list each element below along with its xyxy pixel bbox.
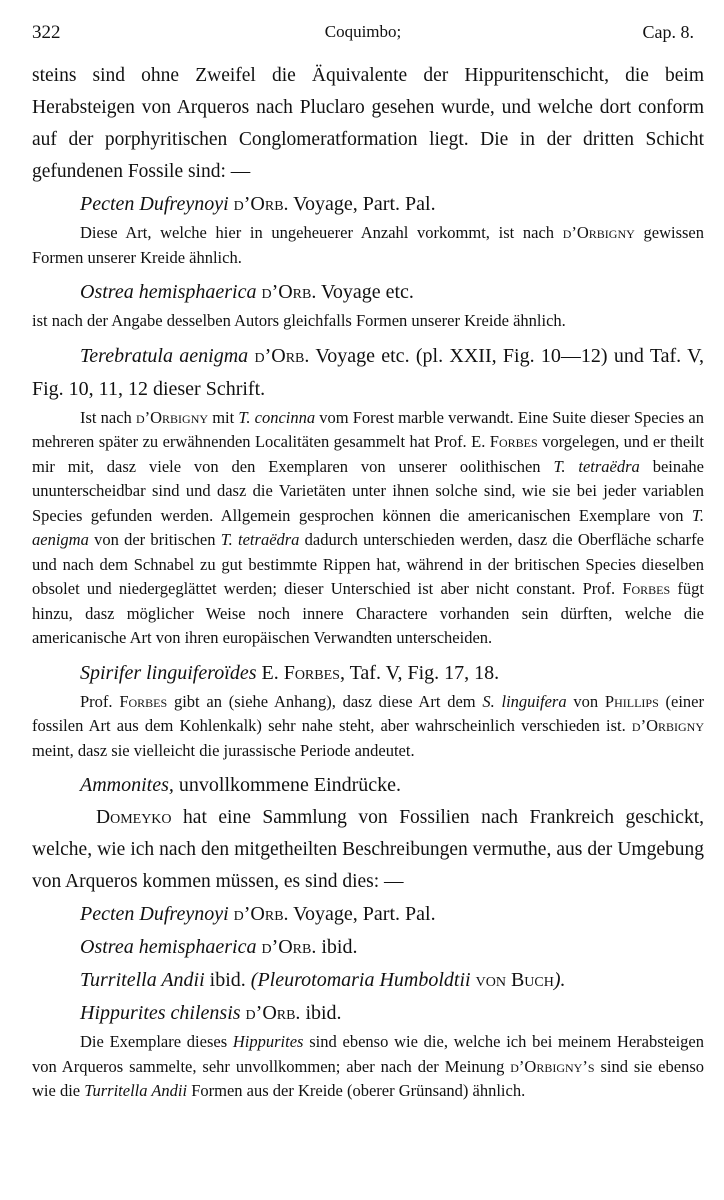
- author-name: Forbes: [283, 661, 340, 684]
- paragraph-intro: [32, 60, 704, 188]
- fossil-entry-turritella: [32, 964, 704, 997]
- species-name: Terebratula aenigma: [80, 344, 249, 367]
- reference-text: , Taf. V, Fig. 17, 18.: [339, 661, 500, 684]
- entry-text: unvollkommene Eindrücke.: [173, 774, 402, 796]
- species-name: T. tetraëdra: [553, 456, 640, 476]
- note-spirifer: [32, 690, 704, 764]
- author-name: d’Orb.: [233, 903, 289, 925]
- note-pecten: [32, 221, 704, 270]
- author-name: d’Orbigny: [631, 716, 704, 735]
- note-text: vorgelegen, und er theilt mir mit, dasz viele von den Exemplaren von unserer oolithischen: [32, 432, 705, 476]
- note-text: meint, dasz sie vielleicht die jurassische Periode andeutet.: [32, 740, 415, 760]
- author-name: Forbes: [622, 579, 671, 598]
- fossil-entry-spirifer: [32, 657, 704, 690]
- note-text: von der britischen: [88, 530, 221, 549]
- paragraph-text: steins sind ohne Zweifel die Äquivalente der Hippuritenschicht, die beim Herabsteigen von Arqueros nach Pluclaro gesehen wurde, und welche dort conform auf der porphyritischen Conglomeratformation liegt. Die in der dritten Schicht gefundenen Fossile sind: —: [32, 65, 704, 182]
- note-text: gewissen Formen unserer Kreide ähnlich.: [32, 223, 704, 267]
- running-header: [32, 22, 694, 46]
- reference-text: Voyage, Part. Pal.: [288, 193, 436, 215]
- fossil-entry-pecten: [32, 188, 704, 221]
- species-name: Pecten Dufreynoyi: [80, 193, 229, 215]
- note-text: sind sie ebenso wie die: [32, 1056, 705, 1100]
- note-text: Diese Art, welche hier in ungeheuerer Anzahl vorkommt, ist nach: [80, 223, 563, 242]
- note-terebratula: [32, 406, 704, 651]
- page-body: [32, 60, 704, 1104]
- note-ostrea: [32, 309, 704, 334]
- author-name: Forbes: [119, 691, 168, 711]
- author-name: d’Orb.: [245, 1002, 301, 1024]
- author-name: d’Orb.: [261, 936, 317, 958]
- note-text: Die Exemplare dieses: [80, 1032, 233, 1051]
- author-name: Domeyko: [96, 807, 172, 828]
- author-name: d’Orbigny’s: [510, 1056, 595, 1076]
- note-text: sind ebenso wie die, welche ich bei meinem Herabsteigen von Arqueros sammelte, sehr unvollkommen; aber nach der Meinung: [32, 1032, 704, 1076]
- fossil-entry-ammonites: [32, 769, 704, 802]
- species-name: T. tetraëdra: [220, 530, 300, 549]
- species-name: Spirifer linguiferoïdes: [80, 661, 257, 684]
- reference-text: ibid.: [300, 1002, 342, 1024]
- note-text: fügt hinzu, dasz möglicher Weise noch innere Charactere vorhanden sein dürften, welche die americanische Art von ihren europäischen Verwandten unterscheiden.: [32, 579, 704, 647]
- reference-text: Voyage etc.: [316, 281, 414, 303]
- note-text: beinahe ununterscheidbar sind und dasz die Varietäten unter ihnen solche sind, wie sie bei jeder variablen Species gefunden werden. Allgemein gesprochen können die americanischen Exemplare von: [32, 456, 704, 525]
- note-text: Formen aus der Kreide (oberer Grünsand) ähnlich.: [187, 1081, 526, 1100]
- note-text: mit: [208, 407, 239, 427]
- species-name: Pecten Dufreynoyi: [80, 903, 229, 925]
- fossil-entry-ostrea-2: [32, 931, 704, 964]
- species-name: Turritella Andii: [80, 969, 205, 991]
- note-text: Ist nach: [80, 407, 136, 427]
- reference-text: ibid.: [316, 936, 358, 958]
- note-text: vom Forest marble verwandt. Eine Suite dieser Species an mehreren später zu erwähnenden Localitäten gesammelt hat Prof. E.: [32, 407, 704, 451]
- note-text: dadurch unterschieden werden, dasz die Oberfläche scharfe und nach dem Schnabel zu gut bestimmte Rippen hat, während in der britischen Species dieselben obsolet und niedergeglättet werden; dieser Unterschied ist aber nicht constant. Prof.: [32, 530, 704, 598]
- entry-text: ibid.: [204, 969, 251, 991]
- entry-text: von: [470, 969, 511, 991]
- species-name: Ammonites,: [80, 774, 174, 796]
- note-text: (einer fossilen Art aus dem Kohlenkalk) sehr nahe steht, aber wahrscheinlich verschieden ist.: [32, 691, 704, 735]
- running-title: Coquimbo;: [324, 22, 402, 41]
- page-number: 322: [32, 22, 61, 43]
- species-name: Ostrea hemisphaerica: [80, 936, 257, 958]
- paragraph-text: hat eine Sammlung von Fossilien nach Frankreich geschickt, welche, wie ich nach den mitgetheilten Beschreibungen vermuthe, aus der Umgebung von Arqueros kommen müssen, es sind dies: —: [32, 807, 704, 892]
- species-name: T. concinna: [238, 407, 316, 427]
- paragraph-domeyko: [32, 802, 704, 898]
- species-name: S. linguifera: [482, 691, 567, 711]
- reference-text: Voyage etc. (pl. XXII, Fig. 10—12) und Taf. V, Fig. 10, 11, 12 dieser Schrift.: [32, 344, 704, 400]
- chapter-label: Cap. 8.: [642, 22, 694, 42]
- reference-text: Voyage, Part. Pal.: [288, 903, 436, 925]
- author-name: d’Orbigny: [562, 223, 635, 242]
- species-name: T. aenigma: [32, 505, 704, 549]
- fossil-entry-pecten-2: [32, 898, 704, 931]
- author-name: Buch: [510, 969, 554, 991]
- entry-text: ).: [553, 969, 566, 991]
- author-name: Forbes: [489, 432, 538, 451]
- species-name: Hippurites chilensis: [80, 1002, 241, 1024]
- note-text: gibt an (siehe Anhang), dasz diese Art dem: [167, 691, 483, 711]
- fossil-entry-terebratula: [32, 340, 704, 406]
- fossil-entry-ostrea: [32, 276, 704, 309]
- entry-text: E.: [256, 661, 284, 684]
- note-text: Prof.: [80, 691, 120, 711]
- author-name: d’Orb.: [233, 193, 289, 215]
- note-hippurites: [32, 1030, 704, 1104]
- author-name: d’Orbigny: [135, 407, 209, 427]
- species-name: Hippurites: [232, 1032, 304, 1051]
- fossil-entry-hippurites: [32, 997, 704, 1030]
- author-name: d’Orb.: [254, 344, 310, 367]
- note-text: von: [566, 691, 605, 711]
- species-name: Ostrea hemisphaerica: [80, 281, 257, 303]
- author-name: d’Orb.: [261, 281, 317, 303]
- species-name: Turritella Andii: [84, 1081, 188, 1100]
- author-name: Phillips: [604, 691, 659, 711]
- species-name: (Pleurotomaria Humboldtii: [250, 969, 471, 991]
- note-text: ist nach der Angabe desselben Autors gleichfalls Formen unserer Kreide ähnlich.: [32, 311, 566, 330]
